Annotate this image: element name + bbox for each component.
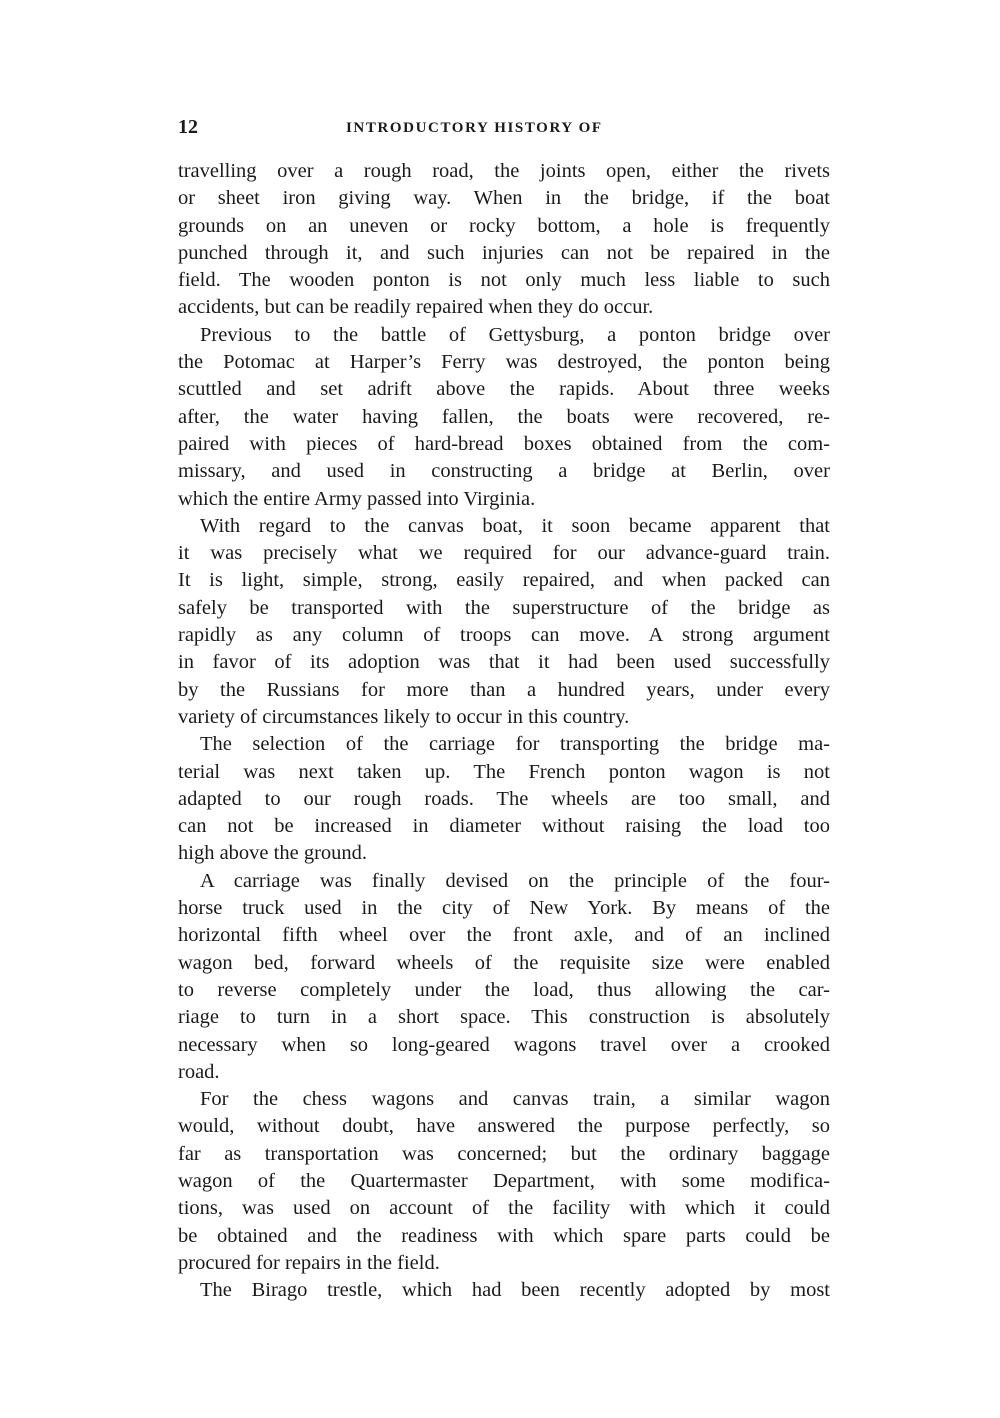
paragraph — [178, 1086, 830, 1277]
text-line: wagon bed, forward wheels of the requisite size were enabled — [178, 951, 830, 974]
text-line: field. The wooden ponton is not only much less liable to such — [178, 269, 830, 292]
text-line: the Potomac at Harper’s Ferry was destroyed, the ponton being — [178, 351, 830, 374]
text-line: horse truck used in the city of New York. By means of the — [178, 897, 830, 920]
text-line: necessary when so long-geared wagons travel over a crooked — [178, 1033, 830, 1056]
text-line: can not be increased in diameter without raising the load too — [178, 815, 830, 838]
text-line: road. — [178, 1060, 220, 1083]
text-line: The Birago trestle, which had been recently adopted by most — [200, 1279, 830, 1302]
text-line: riage to turn in a short space. This construction is absolutely — [178, 1006, 830, 1029]
paragraph — [178, 868, 830, 1086]
text-line: tions, was used on account of the facility with which it could — [178, 1197, 830, 1220]
paragraph — [178, 1277, 830, 1304]
text-line: by the Russians for more than a hundred years, under every — [178, 678, 830, 701]
running-title: INTRODUCTORY HISTORY OF — [346, 120, 603, 136]
text-line: Previous to the battle of Gettysburg, a ponton bridge over — [200, 323, 830, 346]
text-line: to reverse completely under the load, thus allowing the car- — [178, 978, 830, 1001]
text-line: variety of circumstances likely to occur in this country. — [178, 705, 630, 728]
text-line: accidents, but can be readily repaired when they do occur. — [178, 296, 654, 319]
text-line: terial was next taken up. The French ponton wagon is not — [178, 760, 830, 783]
paragraph — [178, 731, 830, 867]
text-line: The selection of the carriage for transporting the bridge ma- — [200, 733, 830, 756]
paragraph — [178, 158, 830, 322]
text-line: rapidly as any column of troops can move. A strong argument — [178, 624, 830, 647]
paragraph — [178, 322, 830, 513]
text-line: which the entire Army passed into Virginia. — [178, 487, 536, 510]
text-line: in favor of its adoption was that it had been used successfully — [178, 651, 830, 674]
page-number: 12 — [178, 116, 198, 138]
text-line: or sheet iron giving way. When in the bridge, if the boat — [178, 187, 830, 210]
body-text — [178, 158, 830, 1304]
paragraph — [178, 513, 830, 731]
text-line: safely be transported with the superstructure of the bridge as — [178, 596, 830, 619]
text-line: travelling over a rough road, the joints open, either the rivets — [178, 160, 830, 182]
text-line: it was precisely what we required for our advance-guard train. — [178, 542, 830, 565]
text-line: high above the ground. — [178, 842, 368, 865]
text-line: punched through it, and such injuries can not be repaired in the — [178, 241, 830, 264]
text-line: A carriage was finally devised on the principle of the four- — [200, 869, 830, 892]
text-line: It is light, simple, strong, easily repaired, and when packed can — [178, 569, 830, 592]
text-line: far as transportation was concerned; but the ordinary baggage — [178, 1142, 830, 1165]
running-header — [178, 116, 830, 138]
text-line: paired with pieces of hard-bread boxes obtained from the com- — [178, 432, 830, 455]
text-line: horizontal fifth wheel over the front axle, and of an inclined — [178, 924, 830, 947]
text-line: With regard to the canvas boat, it soon became apparent that — [200, 514, 830, 537]
text-line: grounds on an uneven or rocky bottom, a hole is frequently — [178, 214, 830, 237]
text-line: procured for repairs in the field. — [178, 1251, 440, 1274]
text-line: wagon of the Quartermaster Department, with some modifica- — [178, 1169, 830, 1192]
text-line: be obtained and the readiness with which spare parts could be — [178, 1224, 830, 1247]
text-line: For the chess wagons and canvas train, a similar wagon — [200, 1088, 830, 1111]
text-line: would, without doubt, have answered the purpose perfectly, so — [178, 1115, 830, 1138]
text-line: after, the water having fallen, the boats were recovered, re- — [178, 405, 830, 428]
text-line: missary, and used in constructing a bridge at Berlin, over — [178, 460, 830, 483]
text-line: scuttled and set adrift above the rapids. About three weeks — [178, 378, 830, 401]
text-line: adapted to our rough roads. The wheels are too small, and — [178, 787, 830, 810]
